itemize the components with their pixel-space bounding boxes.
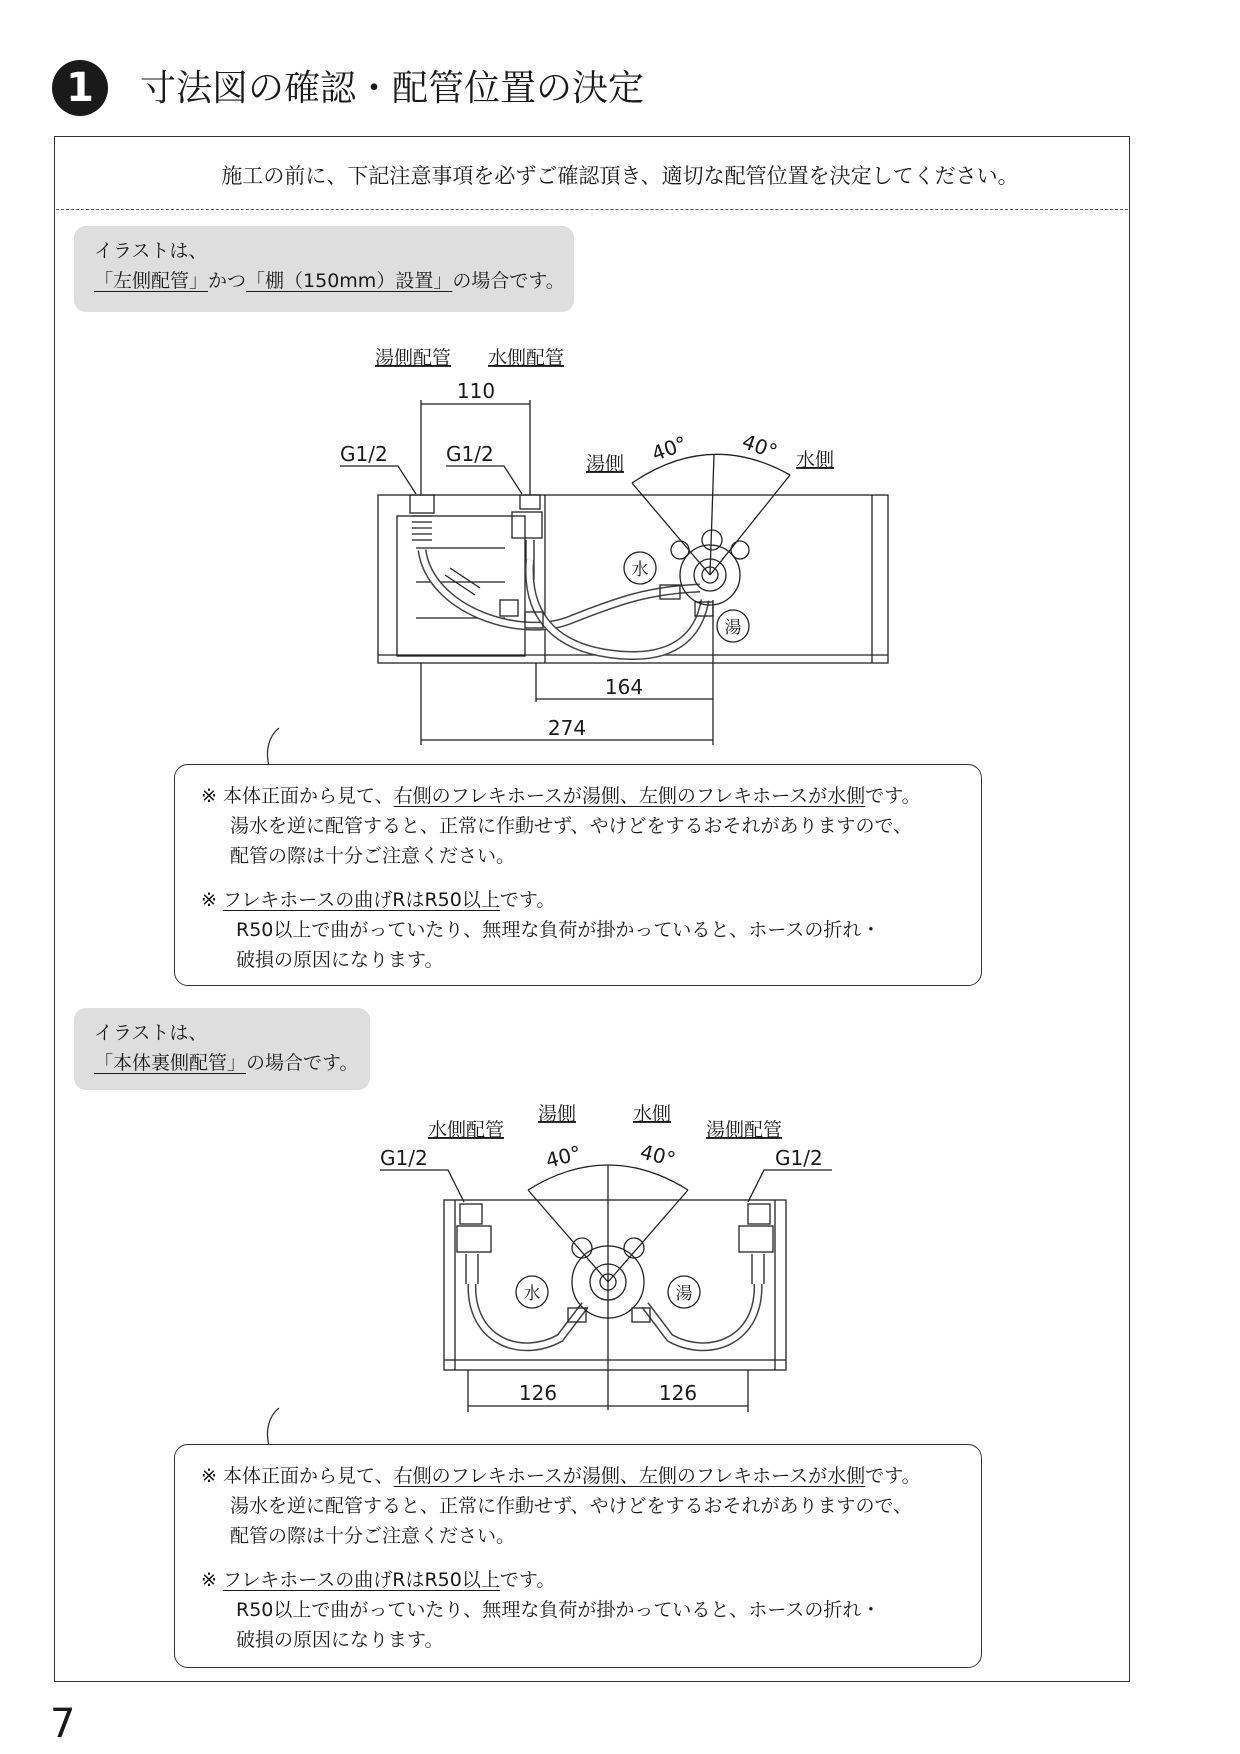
g-right-label: G1/2 bbox=[775, 1146, 823, 1170]
hot-mark: 湯 bbox=[675, 1284, 693, 1304]
tag-suffix: の場合です。 bbox=[452, 270, 565, 292]
angle-ray-left bbox=[528, 1190, 608, 1282]
hot-stem bbox=[752, 1254, 764, 1284]
note-line: 破損の原因になります。 bbox=[236, 1629, 444, 1651]
cold-side-label: 水側 bbox=[796, 449, 835, 471]
dim-274-value: 274 bbox=[547, 716, 587, 740]
faucet-lug bbox=[572, 1238, 592, 1258]
note-text: 本体正面から見て、 bbox=[222, 1465, 394, 1487]
tag-line bbox=[94, 266, 565, 296]
tag-back-piping: 「本体裏側配管」 bbox=[94, 1052, 247, 1074]
water-mark: 水 bbox=[631, 560, 649, 580]
angle-left-label: 40° bbox=[648, 431, 691, 466]
note-emphasis: フレキホースの曲げRはR50以上 bbox=[222, 1569, 500, 1591]
g-right-leader bbox=[446, 466, 522, 494]
note-emphasis: フレキホースの曲げRはR50以上 bbox=[222, 889, 500, 911]
cold-fitting bbox=[520, 495, 540, 509]
dashed-divider bbox=[56, 209, 1128, 210]
step-number-badge: 1 bbox=[52, 60, 108, 116]
note-mark: ※ bbox=[201, 1569, 217, 1591]
note-text: です。 bbox=[499, 1569, 556, 1591]
note-emphasis: 右側のフレキホースが湯側、左側のフレキホースが水側 bbox=[393, 1465, 866, 1487]
page-title: 寸法図の確認・配管位置の決定 bbox=[140, 68, 645, 109]
cold-pipe-label: 水側配管 bbox=[488, 347, 565, 369]
note-mark: ※ bbox=[201, 1465, 217, 1487]
illustration-tag-1 bbox=[74, 226, 574, 312]
angle-right-label: 40° bbox=[739, 428, 781, 464]
dim-110-value: 110 bbox=[456, 379, 496, 403]
faucet-lug bbox=[671, 541, 689, 559]
page-number: 7 bbox=[50, 1701, 76, 1747]
note-line bbox=[201, 1565, 961, 1595]
note-text: です。 bbox=[865, 785, 921, 807]
hot-side-label: 湯側 bbox=[538, 1103, 577, 1125]
tag-suffix: の場合です。 bbox=[246, 1052, 359, 1074]
dimension-diagram-back-piping bbox=[0, 1100, 1240, 1420]
water-mark: 水 bbox=[523, 1284, 541, 1304]
g-right-label: G1/2 bbox=[446, 442, 494, 466]
note-text: です。 bbox=[865, 1465, 921, 1487]
angle-ray-right bbox=[710, 475, 790, 575]
cold-valve bbox=[457, 1226, 491, 1252]
note-line bbox=[201, 781, 961, 811]
note-line bbox=[201, 885, 961, 915]
note-box-1 bbox=[174, 764, 982, 986]
note-mark: ※ bbox=[201, 889, 217, 911]
illustration-tag-2 bbox=[74, 1008, 370, 1090]
cold-pipe-label: 水側配管 bbox=[428, 1119, 505, 1141]
hot-mark: 湯 bbox=[724, 618, 742, 638]
hot-side-label: 湯側 bbox=[586, 453, 625, 475]
g-left-leader bbox=[340, 466, 416, 494]
hot-hose bbox=[645, 1284, 758, 1347]
cold-hose-inner bbox=[530, 560, 705, 656]
dimension-diagram-left-piping bbox=[0, 330, 1240, 750]
tag-line bbox=[94, 1048, 359, 1078]
note-2-pointer bbox=[255, 1406, 295, 1446]
g-left-label: G1/2 bbox=[340, 442, 388, 466]
angle-left-label: 40° bbox=[543, 1140, 584, 1173]
angle-right-label: 40° bbox=[637, 1139, 679, 1172]
faucet-lug bbox=[731, 541, 749, 559]
cold-side-label: 水側 bbox=[633, 1103, 672, 1125]
hot-pipe-label: 湯側配管 bbox=[375, 347, 452, 369]
hot-fitting bbox=[410, 495, 434, 513]
intro-text: 施工の前に、下記注意事項を必ずご確認頂き、適切な配管位置を決定してください。 bbox=[221, 164, 1019, 188]
note-line: 湯水を逆に配管すると、正常に作動せず、やけどをするおそれがありますので、 bbox=[230, 815, 913, 837]
g-right-leader bbox=[748, 1170, 832, 1202]
tag-line: イラストは、 bbox=[94, 240, 208, 262]
valve-connector bbox=[500, 600, 518, 616]
tag-shelf-install: 「棚（150mm）設置」 bbox=[246, 270, 453, 292]
note-emphasis: 右側のフレキホースが湯側、左側のフレキホースが水側 bbox=[393, 785, 866, 807]
note-1-pointer bbox=[255, 726, 295, 766]
note-line: 湯水を逆に配管すると、正常に作動せず、やけどをするおそれがありますので、 bbox=[230, 1495, 913, 1517]
note-line: R50以上で曲がっていたり、無理な負荷が掛かっていると、ホースの折れ・ bbox=[236, 1599, 881, 1621]
cold-fitting bbox=[460, 1204, 482, 1224]
hot-pipe-label: 湯側配管 bbox=[706, 1119, 783, 1141]
dim-164-value: 164 bbox=[604, 675, 644, 699]
note-text: です。 bbox=[499, 889, 556, 911]
note-line: 破損の原因になります。 bbox=[236, 949, 444, 971]
dim-right-value: 126 bbox=[658, 1381, 698, 1405]
tag-connector: かつ bbox=[208, 270, 247, 292]
note-line: R50以上で曲がっていたり、無理な負荷が掛かっていると、ホースの折れ・ bbox=[236, 919, 881, 941]
note-box-2 bbox=[174, 1444, 982, 1668]
tag-left-piping: 「左側配管」 bbox=[94, 270, 209, 292]
note-text: 本体正面から見て、 bbox=[222, 785, 394, 807]
note-mark: ※ bbox=[201, 785, 217, 807]
note-line: 配管の際は十分ご注意ください。 bbox=[230, 1525, 516, 1547]
g-left-leader bbox=[380, 1170, 464, 1202]
dim-left-value: 126 bbox=[518, 1381, 558, 1405]
angle-ray-right bbox=[608, 1190, 688, 1282]
angle-center-ray bbox=[710, 455, 714, 575]
faucet-lug bbox=[624, 1238, 644, 1258]
note-line: 配管の際は十分ご注意ください。 bbox=[230, 845, 516, 867]
hot-thread-icon bbox=[412, 516, 432, 540]
tag-line: イラストは、 bbox=[94, 1022, 208, 1044]
hot-valve bbox=[739, 1226, 773, 1252]
g-left-label: G1/2 bbox=[380, 1146, 428, 1170]
hot-fitting bbox=[748, 1204, 770, 1224]
cold-stem bbox=[466, 1254, 478, 1284]
note-line bbox=[201, 1461, 961, 1491]
